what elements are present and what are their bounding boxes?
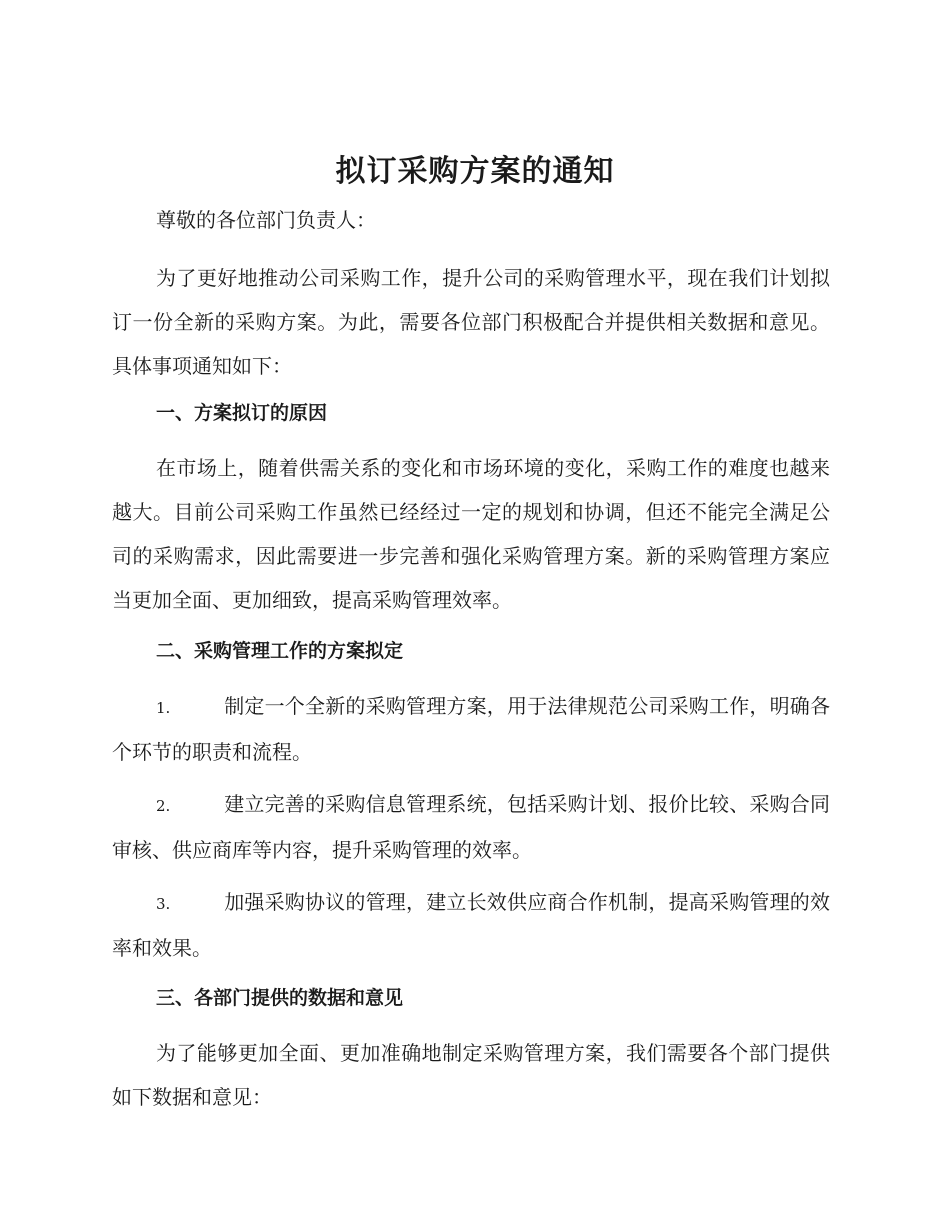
list-item-text: 建立完善的采购信息管理系统，包括采购计划、报价比较、采购合同审核、供应商库等内容，提升采购管理的效率。 <box>112 792 830 862</box>
list-item-text: 加强采购协议的管理，建立长效供应商合作机制，提高采购管理的效率和效果。 <box>112 890 830 960</box>
section-3-paragraph: 为了能够更加全面、更加准确地制定采购管理方案，我们需要各个部门提供如下数据和意见： <box>112 1041 830 1109</box>
list-item-3 <box>112 880 830 970</box>
list-item-1 <box>112 684 830 774</box>
list-item-number: 1. <box>156 699 171 717</box>
salutation: 尊敬的各位部门负责人： <box>156 208 376 232</box>
section-3-heading: 三、各部门提供的数据和意见 <box>156 987 404 1009</box>
intro-paragraph: 为了更好地推动公司采购工作，提升公司的采购管理水平，现在我们计划拟订一份全新的采购方案。为此，需要各位部门积极配合并提供相关数据和意见。具体事项通知如下： <box>112 266 830 378</box>
list-item-text: 制定一个全新的采购管理方案，用于法律规范公司采购工作，明确各个环节的职责和流程。 <box>112 694 830 764</box>
list-item-number: 2. <box>156 797 171 815</box>
section-1-heading: 一、方案拟订的原因 <box>156 402 328 424</box>
section-1-paragraph: 在市场上，随着供需关系的变化和市场环境的变化，采购工作的难度也越来越大。目前公司采购工作虽然已经经过一定的规划和协调，但还不能完全满足公司的采购需求，因此需要进一步完善和强化采购管理方案。新的采购管理方案应当更加全面、更加细致，提高采购管理效率。 <box>112 456 830 612</box>
list-item-2 <box>112 782 830 872</box>
list-item-number: 3. <box>156 895 171 913</box>
section-2-heading: 二、采购管理工作的方案拟定 <box>156 640 404 662</box>
document-title: 拟订采购方案的通知 <box>335 154 615 189</box>
